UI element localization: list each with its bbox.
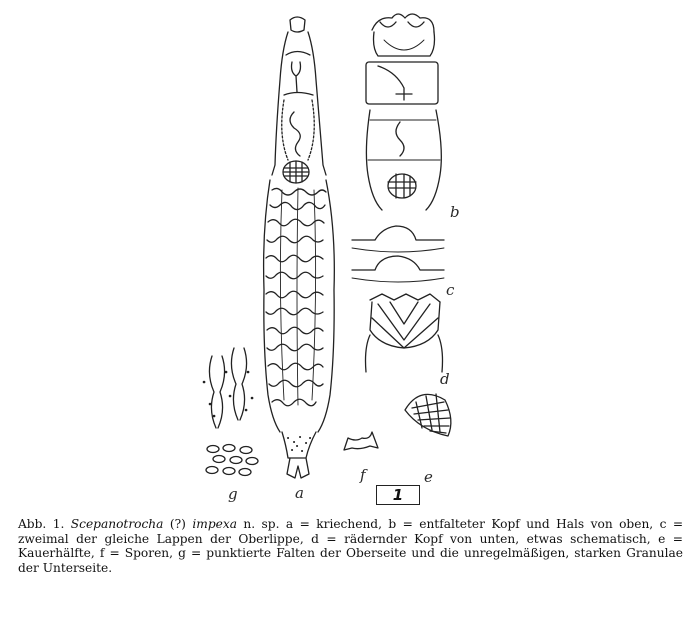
figure-caption <box>18 517 683 575</box>
label-b: b <box>450 203 460 221</box>
label-f: f <box>360 466 366 484</box>
label-c: c <box>446 281 455 299</box>
drawing-b-head <box>366 14 441 210</box>
drawing-g-granules <box>204 348 258 476</box>
drawing-c-lip <box>352 226 444 282</box>
drawing-f-spurs <box>344 432 378 450</box>
caption-lead: Abb. 1. <box>18 517 65 531</box>
caption-genus: Scepanotrocha <box>70 517 164 531</box>
label-e: e <box>424 468 433 486</box>
label-d: d <box>440 370 450 388</box>
drawing-e-mastax-half <box>405 394 451 436</box>
drawing-d-head-below <box>366 294 443 372</box>
caption-text: n. sp. a = kriechend, b = entfalteter Kopf und Hals von oben, c = zweimal der gleiche Lappen der Oberlippe, d = rädernder Kopf von unten, etwas schematisch, e = Kauerhälfte, f = Sporen, g = punktierte Falten der Oberseite und die unregelmäßigen, starken Granulae der Unterseite. <box>18 517 684 575</box>
drawing-a-creeping <box>264 17 335 478</box>
label-g: g <box>228 485 238 503</box>
label-a: a <box>295 484 304 502</box>
caption-species: impexa <box>192 517 237 531</box>
caption-query: (?) <box>169 517 186 531</box>
plate-number: 1 <box>376 485 420 505</box>
